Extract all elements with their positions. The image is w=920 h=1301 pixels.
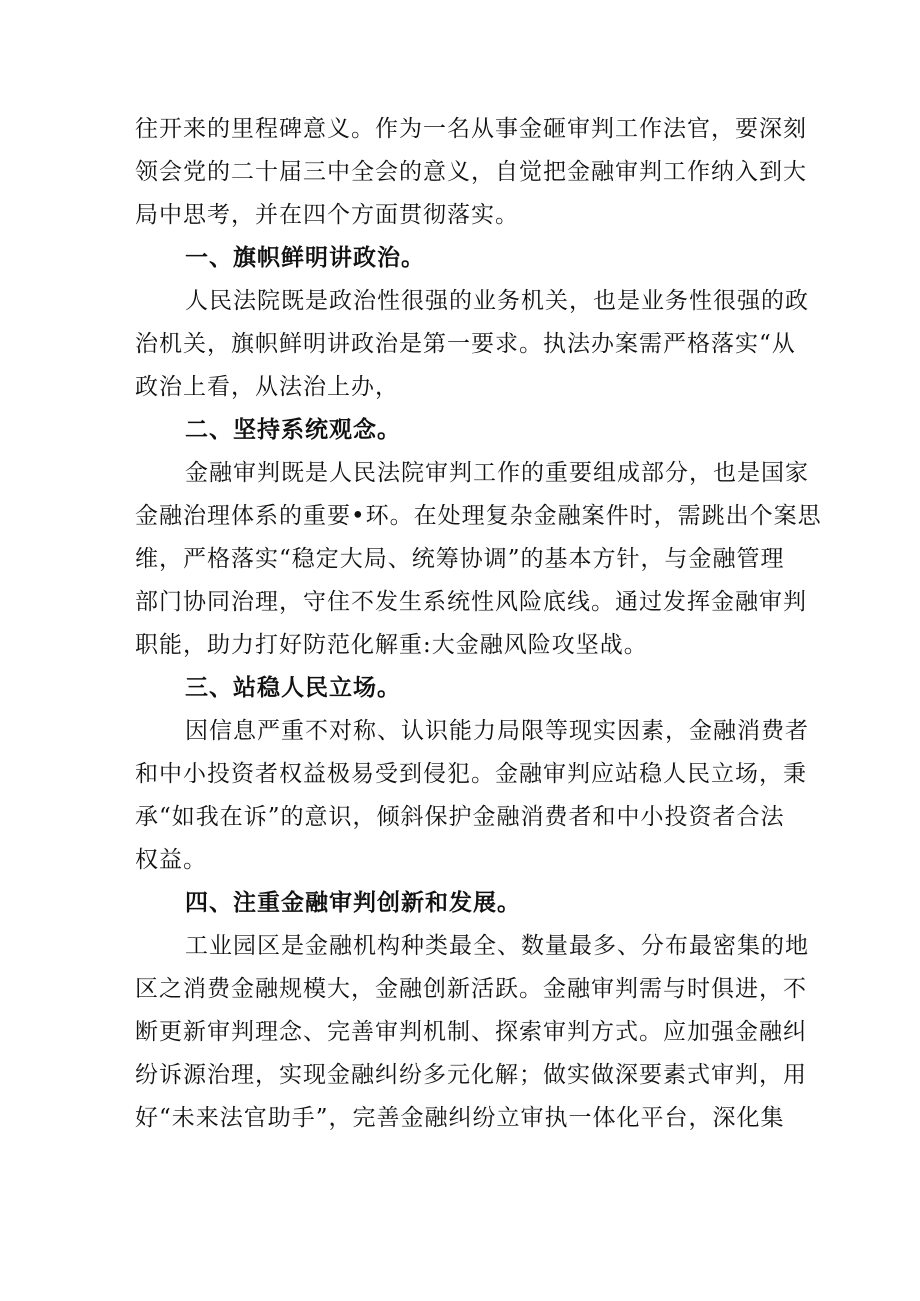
text-line: 好“未来法官助手”，完善金融纠纷立审执一体化平台，深化集 [135,1105,785,1131]
section-people-stance [135,667,809,882]
text-line: 部门协同治理，守住不发生系统性风险底线。通过发挥金融审判 [135,589,807,615]
section-innovation [135,882,809,1140]
text-line: 区之消费金融规模大，金融创新活跃。金融审判需与时俱进，不 [135,976,807,1002]
section-heading: 三、站稳人民立场。 [185,675,401,701]
text-line: 断更新审判理念、完善审判机制、探索审判方式。应加强金融纠 [135,1019,807,1045]
section-politics [135,237,809,409]
text-line: 工业园区是金融机构种类最全、数量最多、分布最密集的地 [185,933,809,959]
section-heading: 二、坚持系统观念。 [185,417,401,443]
section-heading: 一、旗帜鲜明讲政治。 [185,245,425,271]
text-line: 金融审判既是人民法院审判工作的重要组成部分，也是国家 [185,460,809,486]
text-line: 治机关，旗帜鲜明讲政治是第一要求。执法办案需严格落实“从 [135,331,796,357]
text-line: 维，严格落实“稳定大局、统筹协调”的基本方针，与金融管理 [135,546,785,572]
text-line: 职能，助力打好防范化解重:大金融风险攻坚战。 [135,632,648,658]
text-line: 局中思考，并在四个方面贯彻落实。 [135,202,519,228]
text-line: 权益。 [135,847,207,873]
text-line: 人民法院既是政治性很强的业务机关，也是业务性很强的政 [185,288,809,314]
section-system-view [135,409,822,667]
text-line: 承“如我在诉”的意识，倾斜保护金融消费者和中小投资者合法 [135,804,785,830]
text-line: 和中小投资者权益极易受到侵犯。金融审判应站稳人民立场，秉 [135,761,807,787]
text-line: 领会党的二十届三中全会的意义，自觉把金融审判工作纳入到大 [135,159,807,185]
text-line: 政治上看，从法治上办， [135,374,399,400]
document-body [135,108,822,1140]
text-line: 往开来的里程碑意义。作为一名从事金砸审判工作法官，要深刻 [135,116,807,142]
text-line: 纷诉源治理，实现金融纠纷多元化解；做实做深要素式审判，用 [135,1062,807,1088]
text-line: 因信息严重不对称、认识能力局限等现实因素，金融消费者 [185,718,809,744]
text-line: 金融治理体系的重要•环。在处理复杂金融案件时，需跳出个案思 [135,503,822,529]
intro-paragraph [135,108,807,237]
section-heading: 四、注重金融审判创新和发展。 [185,890,521,916]
